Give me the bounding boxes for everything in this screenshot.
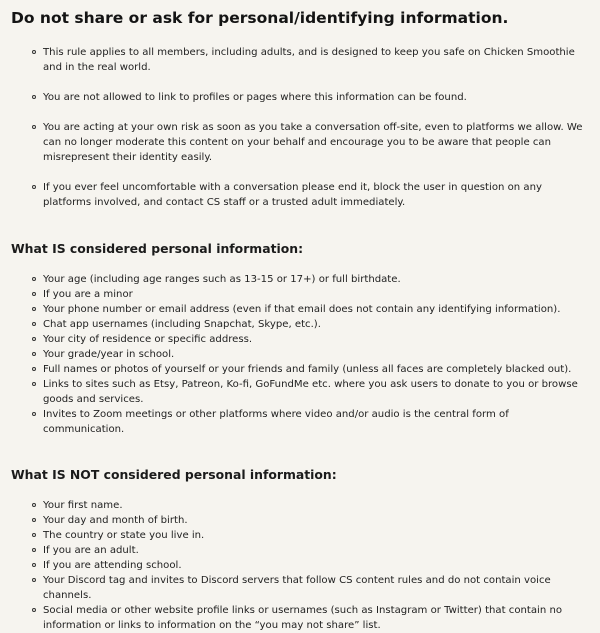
list-item: If you are an adult. <box>11 543 586 558</box>
list-item: The country or state you live in. <box>11 528 586 543</box>
list-item: If you are a minor <box>11 287 586 302</box>
list-item: Your grade/year in school. <box>11 347 586 362</box>
rule-item: This rule applies to all members, including adults, and is designed to keep you safe on Chicken Smoothie and in the real world. <box>11 45 586 75</box>
not-personal-info-heading: What IS NOT considered personal information: <box>11 467 337 482</box>
list-item: Social media or other website profile links or usernames (such as Instagram or Twitter) that contain no information or links to information on the “you may not share” list. <box>11 603 586 633</box>
list-item: Your Discord tag and invites to Discord servers that follow CS content rules and do not contain voice channels. <box>11 573 586 603</box>
rule-item: You are acting at your own risk as soon as you take a conversation off-site, even to platforms we allow. We can no longer moderate this content on your behalf and encourage you to be aware that people can misrepresent their identity easily. <box>11 120 586 165</box>
rules-list <box>11 45 586 210</box>
list-item: Your phone number or email address (even if that email does not contain any identifying information). <box>11 302 586 317</box>
rule-item: You are not allowed to link to profiles or pages where this information can be found. <box>11 90 586 105</box>
list-item: Your age (including age ranges such as 13-15 or 17+) or full birthdate. <box>11 272 586 287</box>
page-title: Do not share or ask for personal/identifying information. <box>11 9 509 27</box>
not-personal-info-list <box>11 498 586 633</box>
personal-info-heading: What IS considered personal information: <box>11 241 304 256</box>
rule-item: If you ever feel uncomfortable with a conversation please end it, block the user in question on any platforms involved, and contact CS staff or a trusted adult immediately. <box>11 180 586 210</box>
personal-info-list <box>11 272 586 437</box>
list-item: Full names or photos of yourself or your friends and family (unless all faces are completely blacked out). <box>11 362 586 377</box>
list-item: Your city of residence or specific address. <box>11 332 586 347</box>
list-item: Your first name. <box>11 498 586 513</box>
list-item: Your day and month of birth. <box>11 513 586 528</box>
list-item: Invites to Zoom meetings or other platforms where video and/or audio is the central form of communication. <box>11 407 586 437</box>
list-item: Links to sites such as Etsy, Patreon, Ko-fi, GoFundMe etc. where you ask users to donate to you or browse goods and services. <box>11 377 586 407</box>
list-item: If you are attending school. <box>11 558 586 573</box>
list-item: Chat app usernames (including Snapchat, Skype, etc.). <box>11 317 586 332</box>
